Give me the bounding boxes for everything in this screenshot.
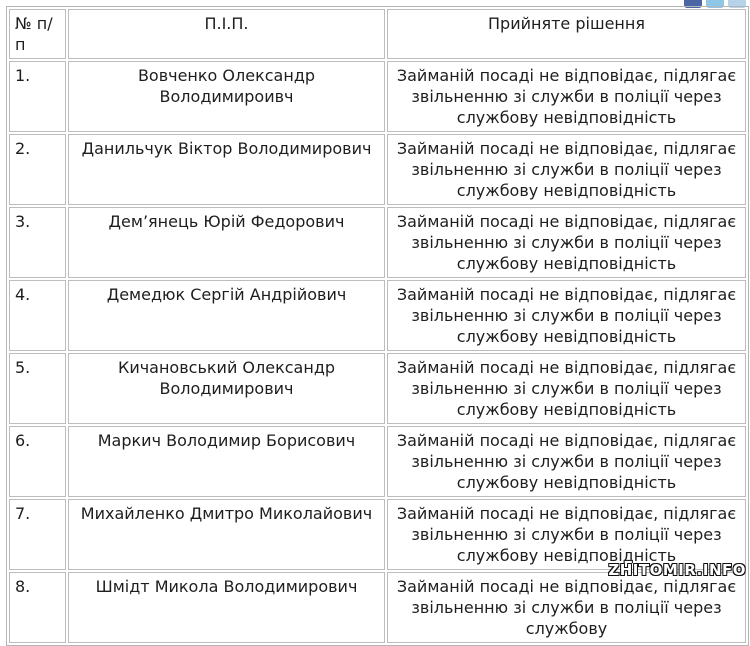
row-number: 7. <box>9 499 66 570</box>
table-row <box>9 280 746 351</box>
row-decision: Займаній посаді не відповідає, підлягає звільненню зі служби в поліції через службову невідповідність <box>387 61 746 132</box>
row-decision: Займаній посаді не відповідає, підлягає звільненню зі служби в поліції через службову невідповідність <box>387 499 746 570</box>
row-name: Данильчук Віктор Володимирович <box>68 134 385 205</box>
row-decision: Займаній посаді не відповідає, підлягає звільненню зі служби в поліції через службову невідповідність <box>387 353 746 424</box>
row-name: Кичановський Олександр Володимирович <box>68 353 385 424</box>
row-name: Шмідт Микола Володимирович <box>68 572 385 643</box>
row-decision: Займаній посаді не відповідає, підлягає звільненню зі служби в поліції через службову невідповідність <box>387 426 746 497</box>
row-name: Маркич Володимир Борисович <box>68 426 385 497</box>
table-row <box>9 207 746 278</box>
table-row <box>9 353 746 424</box>
row-name: Дем’янець Юрій Федорович <box>68 207 385 278</box>
row-number: 2. <box>9 134 66 205</box>
decisions-table <box>6 6 749 646</box>
table-header-row <box>9 9 746 59</box>
row-decision: Займаній посаді не відповідає, підлягає звільненню зі служби в поліції через службову <box>387 572 746 643</box>
table-row <box>9 134 746 205</box>
header-decision: Прийняте рішення <box>387 9 746 59</box>
row-number: 1. <box>9 61 66 132</box>
row-decision: Займаній посаді не відповідає, підлягає звільненню зі служби в поліції через службову невідповідність <box>387 207 746 278</box>
row-number: 5. <box>9 353 66 424</box>
row-number: 8. <box>9 572 66 643</box>
header-number: № п/п <box>9 9 66 59</box>
table-row <box>9 499 746 570</box>
row-name: Демедюк Сергій Андрійович <box>68 280 385 351</box>
row-decision: Займаній посаді не відповідає, підлягає звільненню зі служби в поліції через службову невідповідність <box>387 134 746 205</box>
row-number: 4. <box>9 280 66 351</box>
row-number: 6. <box>9 426 66 497</box>
table-row <box>9 61 746 132</box>
row-name: Вовченко Олександр Володимироивч <box>68 61 385 132</box>
row-name: Михайленко Дмитро Миколайович <box>68 499 385 570</box>
row-decision: Займаній посаді не відповідає, підлягає звільненню зі служби в поліції через службову невідповідність <box>387 280 746 351</box>
table-row <box>9 426 746 497</box>
site-watermark: ZHITOMIR.INFO <box>608 561 746 579</box>
table-row <box>9 572 746 643</box>
header-name: П.І.П. <box>68 9 385 59</box>
row-number: 3. <box>9 207 66 278</box>
